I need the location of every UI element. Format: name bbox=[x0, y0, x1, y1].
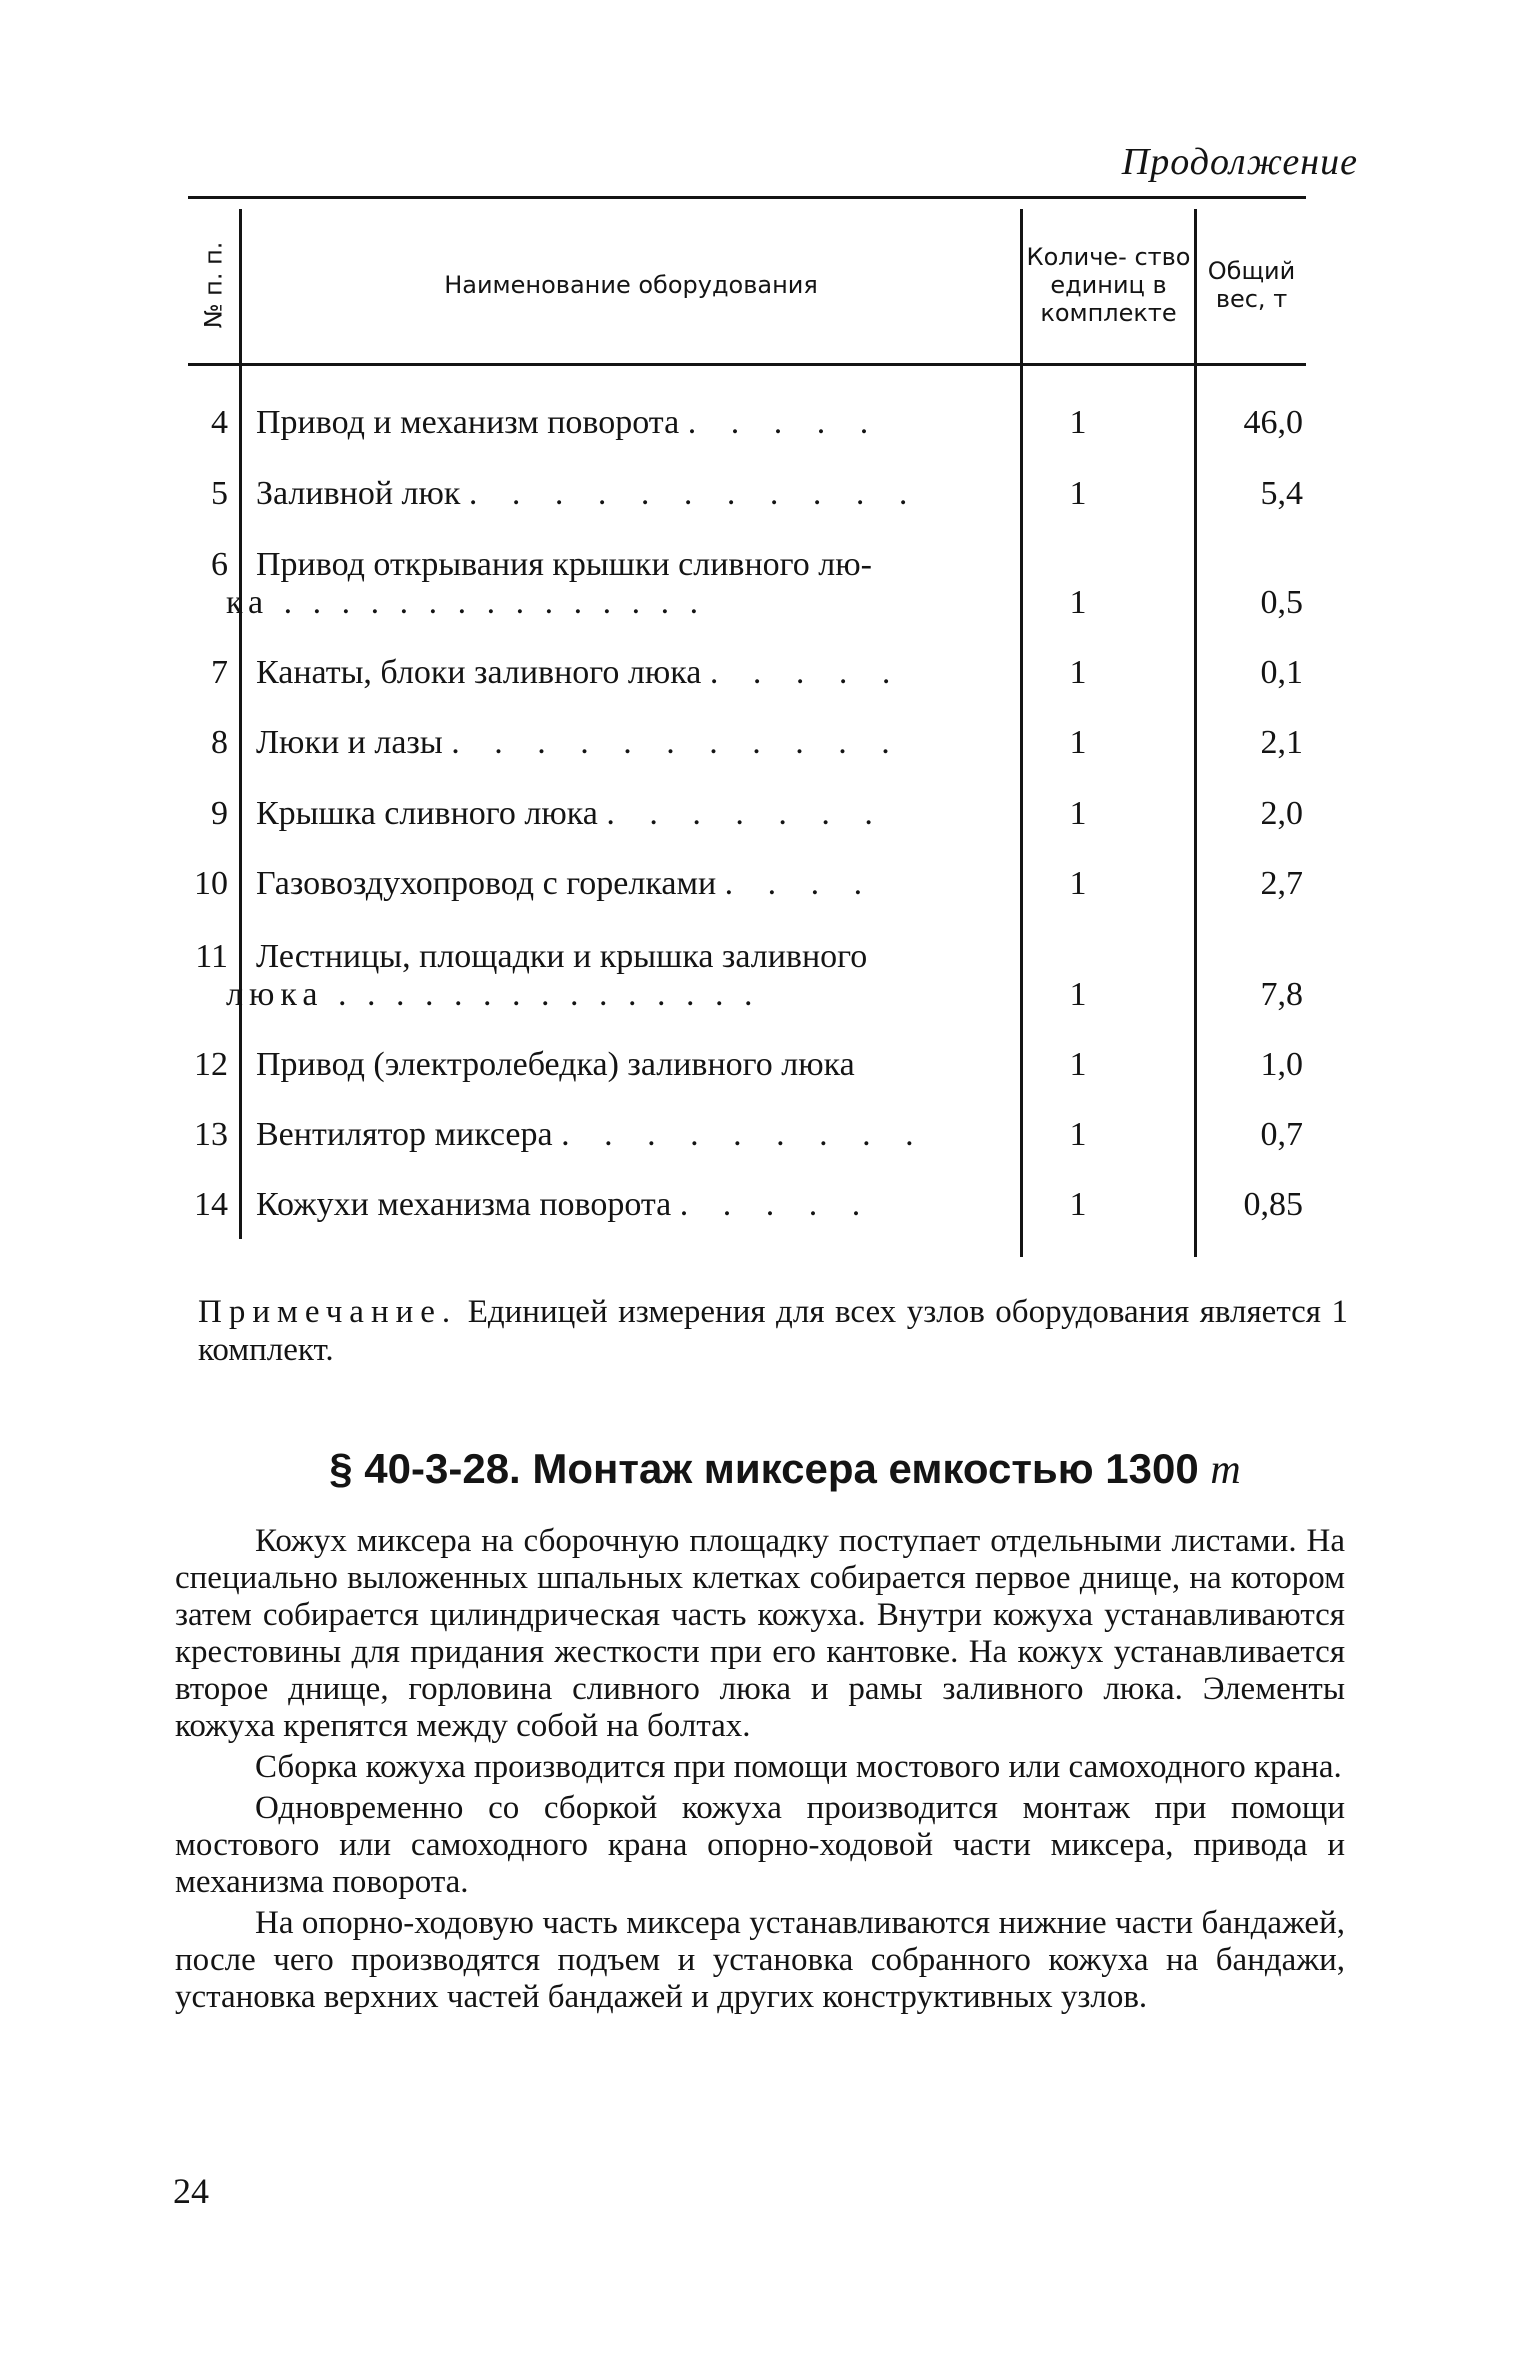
row-leader-dots: . . . . . . . bbox=[606, 795, 886, 832]
row-name-text: Заливной люк bbox=[256, 475, 461, 512]
row-quantity: 1 bbox=[1069, 795, 1087, 832]
row-number: 12 bbox=[194, 1046, 228, 1083]
header-quantity: Количе- ство единиц в комплекте bbox=[1026, 243, 1191, 327]
row-quantity: 1 bbox=[1069, 976, 1087, 1013]
row-quantity: 1 bbox=[1069, 404, 1087, 441]
row-name bbox=[226, 546, 1002, 622]
row-name bbox=[256, 795, 1002, 833]
row-name-text: Газовоздухопровод с горелками bbox=[256, 865, 717, 902]
row-leader-dots: . . . . . . . . . . . bbox=[451, 724, 903, 761]
row-name bbox=[256, 1116, 1002, 1154]
column-divider bbox=[1194, 209, 1197, 1257]
row-quantity: 1 bbox=[1069, 654, 1087, 691]
row-name-text: Лестницы, площадки и крышка заливного bbox=[256, 938, 868, 975]
body-paragraph: На опорно-ходовую часть миксера устанавливаются нижние части бандажей, после чего производятся подъем и установка собранного кожуха на бандажи, установка верхних частей бандажей и других конструктивных узлов. bbox=[175, 1905, 1345, 2015]
row-weight: 46,0 bbox=[1243, 404, 1303, 441]
row-leader-dots: . . . . . . . . . bbox=[561, 1116, 927, 1153]
section-unit: т bbox=[1210, 1447, 1241, 1493]
section-body bbox=[175, 1523, 1345, 2020]
row-number: 6 bbox=[211, 546, 228, 583]
row-leader-dots: . . . . . . . . . . . bbox=[468, 475, 921, 512]
row-weight: 0,7 bbox=[1260, 1116, 1303, 1153]
continued-label: Продолжение bbox=[1121, 141, 1358, 183]
row-weight: 2,1 bbox=[1260, 724, 1303, 761]
row-number: 10 bbox=[194, 865, 228, 902]
row-quantity: 1 bbox=[1069, 1046, 1087, 1083]
section-heading bbox=[285, 1445, 1285, 1494]
body-paragraph: Одновременно со сборкой кожуха производится монтаж при помощи мостового или самоходного крана опорно-ходовой части миксера, привода и механизма поворота. bbox=[175, 1790, 1345, 1900]
row-weight: 2,0 bbox=[1260, 795, 1303, 832]
row-name-text: Привод открывания крышки сливного лю- bbox=[256, 546, 872, 583]
row-quantity: 1 bbox=[1069, 584, 1087, 621]
row-name bbox=[256, 724, 1002, 762]
table-note bbox=[198, 1293, 1348, 1369]
row-leader-dots: . . . . bbox=[724, 865, 876, 902]
row-leader-dots: . . . . . bbox=[709, 654, 904, 691]
row-leader-dots: . . . . . bbox=[679, 1186, 874, 1223]
row-number: 13 bbox=[194, 1116, 228, 1153]
row-name-text: Люки и лазы bbox=[256, 724, 443, 761]
row-weight: 0,1 bbox=[1260, 654, 1303, 691]
row-weight: 5,4 bbox=[1260, 475, 1303, 512]
row-number: 5 bbox=[211, 475, 228, 512]
row-name bbox=[256, 1186, 1002, 1224]
row-quantity: 1 bbox=[1069, 475, 1087, 512]
row-leader-dots: . . . . . bbox=[687, 404, 882, 441]
row-name bbox=[256, 654, 1002, 692]
header-number bbox=[188, 210, 239, 360]
row-quantity: 1 bbox=[1069, 1186, 1087, 1223]
section-title: § 40-3-28. Монтаж миксера емкостью 1300 bbox=[329, 1445, 1199, 1492]
table-top-rule bbox=[188, 196, 1306, 199]
row-name bbox=[256, 1046, 1002, 1084]
row-name-text: Привод и механизм поворота bbox=[256, 404, 680, 441]
equipment-table bbox=[188, 196, 1306, 1266]
row-number: 14 bbox=[194, 1186, 228, 1223]
row-number: 8 bbox=[211, 724, 228, 761]
row-weight: 0,85 bbox=[1243, 1186, 1303, 1223]
row-name-text: Кожухи механизма поворота bbox=[256, 1186, 672, 1223]
row-weight: 0,5 bbox=[1260, 584, 1303, 621]
header-weight: Общий вес, т bbox=[1207, 257, 1296, 313]
row-name-text: Вентилятор миксера bbox=[256, 1116, 553, 1153]
row-weight: 1,0 bbox=[1260, 1046, 1303, 1083]
row-weight: 2,7 bbox=[1260, 865, 1303, 902]
row-name bbox=[256, 475, 1002, 513]
row-quantity: 1 bbox=[1069, 724, 1087, 761]
row-name bbox=[226, 938, 1002, 1014]
note-text: Единицей измерения для всех узлов оборудования является 1 комплект. bbox=[198, 1294, 1348, 1368]
header-name: Наименование оборудования bbox=[444, 271, 818, 299]
page-number: 24 bbox=[173, 2171, 209, 2211]
row-name-continuation: люка . . . . . . . . . . . . . . . bbox=[226, 976, 759, 1013]
header-number-label: № п. п. bbox=[199, 241, 228, 329]
body-paragraph: Кожух миксера на сборочную площадку поступает отдельными листами. На специально выложенных шпальных клетках собирается первое днище, на котором затем собирается цилиндрическая часть кожуха. Внутри кожуха устанавливаются крестовины для придания жесткости при его кантовке. На кожух устанавливается второе днище, горловина сливного люка и рамы заливного люка. Элементы кожуха крепятся между собой на болтах. bbox=[175, 1523, 1345, 1744]
body-paragraph: Сборка кожуха производится при помощи мостового или самоходного крана. bbox=[255, 1749, 1342, 1785]
row-name-continuation: ка . . . . . . . . . . . . . . . bbox=[226, 584, 705, 621]
note-label: Примечание. bbox=[198, 1294, 458, 1330]
table-header-rule bbox=[188, 363, 1306, 366]
row-name-text: Привод (электролебедка) заливного люка bbox=[256, 1046, 855, 1083]
row-quantity: 1 bbox=[1069, 1116, 1087, 1153]
row-quantity: 1 bbox=[1069, 865, 1087, 902]
row-name bbox=[256, 865, 1002, 903]
row-name-text: Крышка сливного люка bbox=[256, 795, 598, 832]
row-number: 4 bbox=[211, 404, 228, 441]
row-number: 9 bbox=[211, 795, 228, 832]
row-number: 11 bbox=[195, 938, 228, 975]
column-divider bbox=[239, 209, 242, 1239]
row-name bbox=[256, 404, 1002, 442]
row-name-text: Канаты, блоки заливного люка bbox=[256, 654, 702, 691]
row-number: 7 bbox=[211, 654, 228, 691]
row-weight: 7,8 bbox=[1260, 976, 1303, 1013]
